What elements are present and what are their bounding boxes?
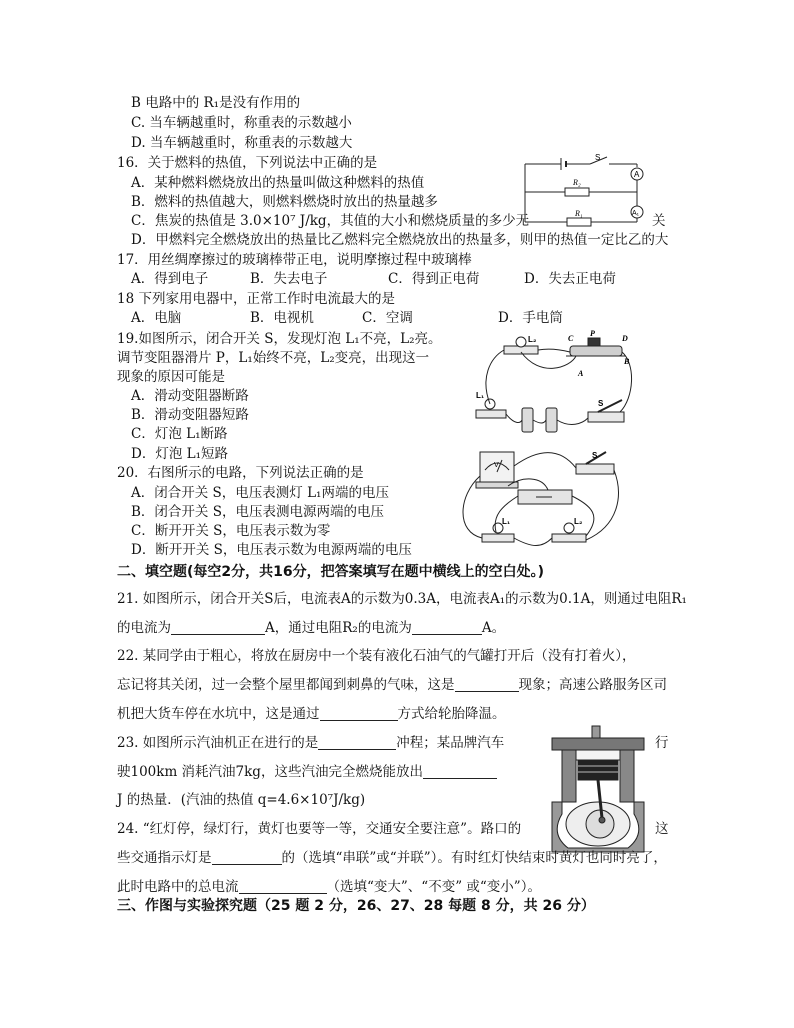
- q19-circuit-photo: [470, 328, 640, 440]
- q21-blank-1[interactable]: [171, 620, 265, 635]
- q22-blank-1[interactable]: [455, 677, 519, 692]
- q20-fig-label-v: V: [494, 462, 499, 469]
- q21-line1: 21. 如图所示，闭合开关S后，电流表A的示数为0.3A，电流表A₁的示数为0.1A，则通过电阻R₁: [117, 591, 687, 607]
- q22-text-b: 现象；高速公路服务区司: [518, 677, 667, 693]
- q20-stem: 20．右图所示的电路，下列说法正确的是: [117, 465, 364, 481]
- q16-fig-label-a: A: [634, 170, 640, 179]
- q16-option-d: D．甲燃料完全燃烧放出的热量比乙燃料完全燃烧放出的热量多，则甲的热值一定比乙的大: [131, 232, 669, 248]
- q20-circuit-photo: [452, 446, 627, 556]
- q19-fig-label-l1: L₁: [476, 391, 485, 400]
- q16-fig-label-r2: R₂: [573, 178, 581, 187]
- q17-stem: 17．用丝绸摩擦过的玻璃棒带正电，说明摩擦过程中玻璃棒: [117, 252, 472, 268]
- section-3-heading: 三、作图与实验探究题（25 题 2 分，26、27、28 每题 8 分，共 26 分）: [117, 898, 595, 914]
- q23-line1: [117, 734, 504, 752]
- q16-option-b: B．燃料的热值越大，则燃料燃烧时放出的热量越多: [131, 194, 438, 210]
- q24-blank-1[interactable]: [212, 850, 282, 865]
- q19-fig-label-s: S: [598, 399, 604, 408]
- q24-line2: [117, 849, 667, 867]
- q17-option-d: D．失去正电荷: [524, 271, 616, 287]
- q24-text-c: 此时电路中的总电流: [117, 879, 239, 895]
- q24-line1: 24. “红灯停，绿灯行，黄灯也要等一等，交通安全要注意”。路口的: [117, 821, 522, 837]
- q20-option-a: A．闭合开关 S，电压表测灯 L₁两端的电压: [131, 485, 389, 501]
- q21-line2: [117, 619, 505, 637]
- q16-fig-label-a1: A₁: [632, 210, 640, 217]
- q22-line2: [117, 676, 667, 694]
- q21-blank-2[interactable]: [412, 620, 482, 635]
- q24-text-b: 的（选填“串联”或“并联”）。有时红灯快结束时黄灯也同时亮了，: [281, 850, 667, 866]
- q23-text-c: 驶100km 消耗汽油7kg，这些汽油完全燃烧能放出: [117, 764, 423, 780]
- q16-stem: 16．关于燃料的热值，下列说法中正确的是: [117, 155, 378, 171]
- q15-option-c: C. 当车辆越重时，称重表的示数越小: [131, 115, 352, 131]
- q22-text-a: 忘记将其关闭，过一会整个屋里都闻到刺鼻的气味，这是: [117, 677, 455, 693]
- q19-fig-label-c: C: [568, 334, 574, 343]
- q18-option-c: C．空调: [362, 310, 413, 326]
- q20-fig-label-l1: L₁: [502, 517, 511, 526]
- engine-cylinder-figure: [548, 724, 648, 854]
- q23-line2: [117, 763, 497, 781]
- section-2-heading: 二、填空题(每空2分，共16分，把答案填写在题中横线上的空白处。): [117, 564, 545, 580]
- q19-fig-label-p: P: [590, 329, 595, 338]
- q15-option-b: B 电路中的 R₁是没有作用的: [131, 95, 301, 111]
- q16-option-c: C．焦炭的热值是 3.0×10⁷ J/kg，其值的大小和燃烧质量的多少无: [131, 213, 530, 229]
- q16-fig-label-r1: R₁: [575, 209, 583, 218]
- q23-text-a: 23. 如图所示汽油机正在进行的是: [117, 735, 319, 751]
- q22-line3: [117, 705, 506, 723]
- q23-line1-tail: 行: [655, 735, 669, 751]
- q17-option-b: B．失去电子: [250, 271, 328, 287]
- q20-option-b: B．闭合开关 S，电压表测电源两端的电压: [131, 504, 384, 520]
- q15-option-d: D. 当车辆越重时，称重表的示数越大: [131, 135, 353, 151]
- q22-text-d: 方式给轮胎降温。: [397, 706, 506, 722]
- q23-text-b: 冲程；某品牌汽车: [396, 735, 505, 751]
- q17-option-a: A．得到电子: [131, 271, 209, 287]
- q20-fig-label-l2: L₂: [574, 517, 583, 526]
- q18-option-b: B．电视机: [250, 310, 314, 326]
- q18-option-d: D．手电筒: [498, 310, 563, 326]
- q16-option-c-tail: 关: [652, 213, 666, 229]
- q18-stem: 18 下列家用电器中，正常工作时电流最大的是: [117, 291, 395, 307]
- q16-option-a: A．某种燃料燃烧放出的热量叫做这种燃料的热值: [131, 175, 425, 191]
- q20-fig-label-s: S: [592, 451, 598, 460]
- q21-text-c: A。: [481, 620, 506, 636]
- q23-blank-2[interactable]: [423, 764, 497, 779]
- q19-option-b: B．滑动变阻器短路: [131, 407, 249, 423]
- q19-fig-label-d: D: [622, 334, 628, 343]
- q24-line3: [117, 878, 541, 896]
- q21-text-b: A，通过电阻R₂的电流为: [265, 620, 412, 636]
- q19-stem-line1: 19.如图所示，闭合开关 S，发现灯泡 L₁不亮，L₂亮。: [117, 331, 442, 347]
- q16-circuit-diagram: [515, 150, 650, 230]
- q19-fig-label-b: B: [624, 357, 630, 366]
- q17-option-c: C．得到正电荷: [388, 271, 480, 287]
- q19-fig-label-l2: L₂: [528, 335, 537, 344]
- q24-blank-2[interactable]: [239, 879, 327, 894]
- q20-option-c: C．断开开关 S，电压表示数为零: [131, 523, 331, 539]
- q24-line1-tail: 这: [655, 821, 669, 837]
- q19-option-d: D．灯泡 L₁短路: [131, 446, 228, 462]
- q19-fig-label-a: A: [578, 369, 584, 378]
- q19-stem-line3: 现象的原因可能是: [117, 369, 225, 385]
- q18-option-a: A．电脑: [131, 310, 182, 326]
- q24-text-d: （选填“变大”、“不变” 或“变小”）。: [326, 879, 541, 895]
- q22-text-c: 机把大货车停在水坑中，这是通过: [117, 706, 320, 722]
- q22-line1: 22. 某同学由于粗心，将放在厨房中一个装有液化石油气的气罐打开后（没有打着火），: [117, 648, 636, 664]
- q19-stem-line2: 调节变阻器滑片 P，L₁始终不亮，L₂变亮，出现这一: [117, 350, 430, 366]
- q23-blank-1[interactable]: [318, 735, 396, 750]
- q20-option-d: D．断开开关 S，电压表示数为电源两端的电压: [131, 542, 412, 558]
- q24-text-a: 些交通指示灯是: [117, 850, 212, 866]
- q21-text-a: 的电流为: [117, 620, 171, 636]
- q23-line3: J 的热量．(汽油的热值 q=4.6×10⁷J/kg): [117, 792, 366, 808]
- q19-option-a: A．滑动变阻器断路: [131, 388, 249, 404]
- q22-blank-2[interactable]: [320, 706, 398, 721]
- q16-fig-label-s: S: [595, 153, 601, 162]
- q19-option-c: C．灯泡 L₁断路: [131, 426, 228, 442]
